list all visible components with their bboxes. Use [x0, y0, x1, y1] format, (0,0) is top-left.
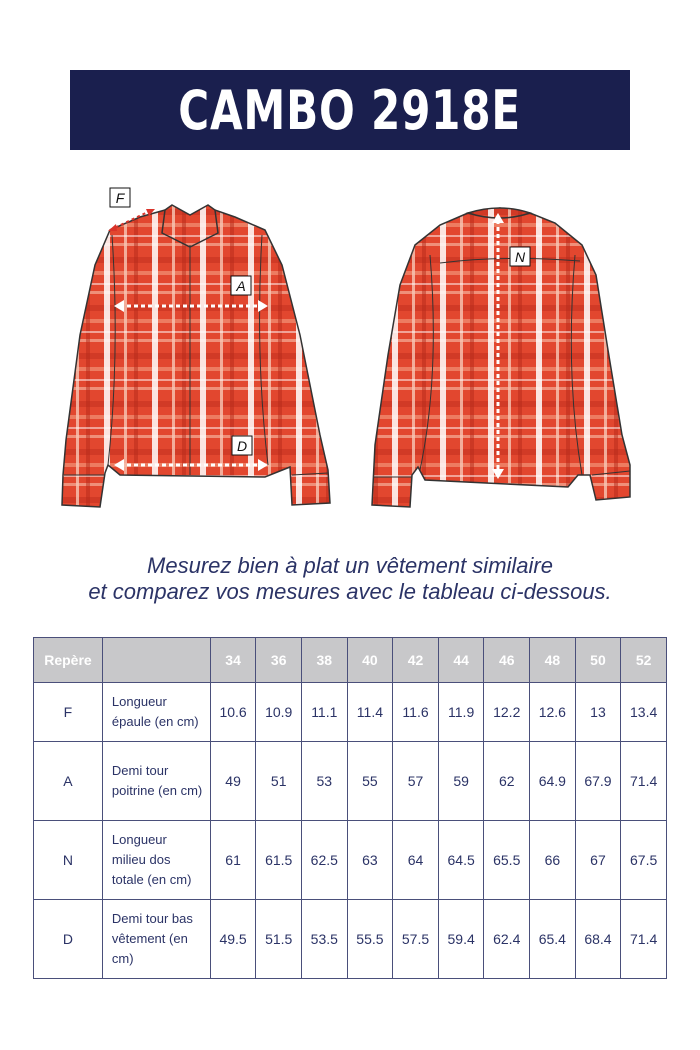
table-cell: 55.5	[347, 900, 393, 979]
table-cell: 64.5	[438, 821, 484, 900]
table-cell: 64	[393, 821, 439, 900]
back-shirt-body	[372, 208, 630, 507]
table-cell: 62	[484, 742, 530, 821]
table-cell: 67.5	[621, 821, 667, 900]
row-mark: F	[34, 683, 103, 742]
table-row	[34, 742, 667, 821]
row-mark: N	[34, 821, 103, 900]
header-size: 44	[438, 638, 484, 683]
table-cell: 55	[347, 742, 393, 821]
table-cell: 61.5	[256, 821, 302, 900]
table-cell: 57	[393, 742, 439, 821]
label-n: N	[514, 249, 526, 265]
table-cell: 63	[347, 821, 393, 900]
header-size: 48	[530, 638, 576, 683]
size-table	[33, 637, 667, 979]
shirt-diagrams	[0, 175, 700, 525]
table-cell: 11.9	[438, 683, 484, 742]
table-cell: 53	[302, 742, 348, 821]
label-f: F	[115, 190, 125, 206]
table-cell: 71.4	[621, 900, 667, 979]
table-row	[34, 821, 667, 900]
row-description: Longueur milieu dos totale (en cm)	[102, 821, 210, 900]
header-size: 46	[484, 638, 530, 683]
table-cell: 13	[575, 683, 621, 742]
table-cell: 51.5	[256, 900, 302, 979]
table-cell: 62.4	[484, 900, 530, 979]
header-size: 42	[393, 638, 439, 683]
table-cell: 59.4	[438, 900, 484, 979]
table-cell: 51	[256, 742, 302, 821]
table-cell: 11.6	[393, 683, 439, 742]
row-mark: A	[34, 742, 103, 821]
front-shirt	[62, 188, 330, 507]
front-shirt-body	[62, 210, 330, 507]
table-row	[34, 683, 667, 742]
table-cell: 68.4	[575, 900, 621, 979]
header-size: 52	[621, 638, 667, 683]
header-repere: Repère	[34, 638, 103, 683]
header-size: 50	[575, 638, 621, 683]
table-cell: 53.5	[302, 900, 348, 979]
row-description: Demi tour bas vêtement (en cm)	[102, 900, 210, 979]
table-cell: 12.2	[484, 683, 530, 742]
instructions-line-1: Mesurez bien à plat un vêtement similaire	[147, 553, 553, 578]
row-mark: D	[34, 900, 103, 979]
table-cell: 61	[210, 821, 256, 900]
measurement-instructions	[0, 553, 700, 605]
arrow-f-head-1	[108, 224, 117, 231]
table-cell: 10.9	[256, 683, 302, 742]
instructions-line-2: et comparez vos mesures avec le tableau ci-dessous.	[88, 579, 612, 604]
table-cell: 13.4	[621, 683, 667, 742]
table-cell: 65.4	[530, 900, 576, 979]
header-size: 34	[210, 638, 256, 683]
header-description	[102, 638, 210, 683]
table-cell: 11.1	[302, 683, 348, 742]
header-size: 38	[302, 638, 348, 683]
table-cell: 66	[530, 821, 576, 900]
header-size: 40	[347, 638, 393, 683]
label-a: A	[236, 278, 246, 294]
table-cell: 67.9	[575, 742, 621, 821]
table-cell: 12.6	[530, 683, 576, 742]
table-cell: 57.5	[393, 900, 439, 979]
table-cell: 65.5	[484, 821, 530, 900]
label-d: D	[236, 438, 248, 454]
table-cell: 59	[438, 742, 484, 821]
table-row	[34, 900, 667, 979]
row-description: Demi tour poitrine (en cm)	[102, 742, 210, 821]
table-cell: 67	[575, 821, 621, 900]
table-cell: 62.5	[302, 821, 348, 900]
page-title: CAMBO 2918E	[178, 78, 522, 142]
size-table-header	[34, 638, 667, 683]
table-cell: 71.4	[621, 742, 667, 821]
title-banner	[70, 70, 630, 150]
table-cell: 49.5	[210, 900, 256, 979]
table-cell: 49	[210, 742, 256, 821]
header-size: 36	[256, 638, 302, 683]
table-cell: 11.4	[347, 683, 393, 742]
row-description: Longueur épaule (en cm)	[102, 683, 210, 742]
table-cell: 10.6	[210, 683, 256, 742]
table-cell: 64.9	[530, 742, 576, 821]
back-shirt	[372, 208, 630, 507]
